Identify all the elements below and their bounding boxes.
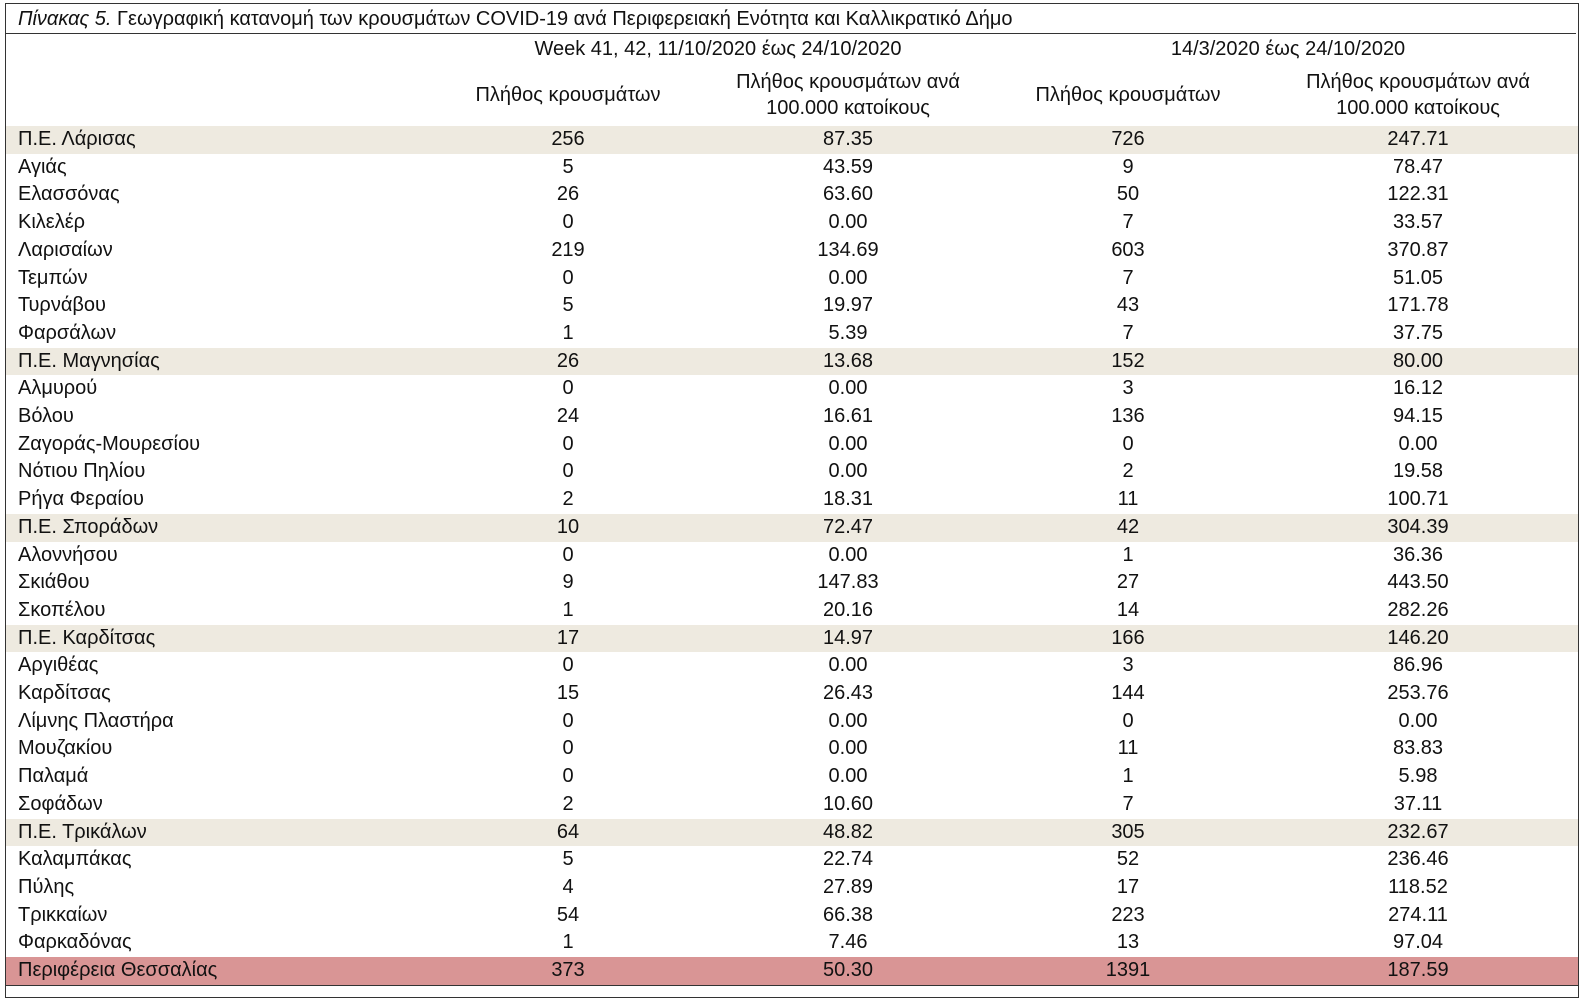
per100k-recent-cell: 134.69 [817,238,879,261]
cases-recent-cell: 54 [556,903,580,926]
area-name-cell: Αργιθέας [18,654,99,677]
per100k-recent-cell: 0.00 [828,709,868,732]
area-name-cell: Καλαμπάκας [18,848,132,871]
municipality-row [6,791,1578,819]
cases-recent-cell: 1 [562,598,574,621]
municipality-row [6,486,1578,514]
per100k-recent-cell: 0.00 [828,211,868,234]
municipality-row [6,569,1578,597]
area-name-cell: Σκιάθου [18,571,90,594]
municipality-row [6,431,1578,459]
area-name-cell: Λίμνης Πλαστήρα [18,709,174,732]
area-name-cell: Πύλης [18,875,75,898]
cases-cumulative-cell: 144 [1111,682,1145,705]
cases-recent-cell: 64 [438,819,698,847]
header-blank [6,35,438,63]
regional-unit-row [6,625,1578,653]
cases-cumulative-cell: 7 [1122,792,1134,815]
per100k-recent-cell: 5.39 [828,321,868,344]
cases-cumulative-cell: 42 [998,514,1258,542]
per100k-cumulative-cell: 443.50 [1387,571,1449,594]
cases-recent-cell: 15 [556,682,580,705]
regional-unit-row [6,514,1578,542]
area-name-cell: Περιφέρεια Θεσσαλίας [6,957,438,985]
area-name-cell: Ζαγοράς-Μουρεσίου [18,432,201,455]
per100k-cumulative-cell: 0.00 [1398,432,1438,455]
municipality-row [6,652,1578,680]
table-body [6,126,1578,985]
cases-recent-cell: 0 [562,654,574,677]
column-header-cases-recent: Πλήθος κρουσμάτων [475,83,661,106]
per100k-recent-cell: 10.60 [822,792,874,815]
per100k-recent-cell: 27.89 [822,875,874,898]
area-name-cell: Λαρισαίων [18,238,113,261]
cases-cumulative-cell: 603 [1111,238,1145,261]
per100k-cumulative-cell: 253.76 [1387,682,1449,705]
cases-recent-cell: 24 [556,405,580,428]
per100k-cumulative-cell: 122.31 [1387,183,1449,206]
cases-cumulative-cell: 1391 [998,957,1258,985]
cases-recent-cell: 10 [438,514,698,542]
per100k-recent-cell: 48.82 [698,819,998,847]
cases-cumulative-cell: 7 [1122,321,1134,344]
per100k-cumulative-cell: 171.78 [1387,294,1449,317]
area-name-cell: Τρικκαίων [18,903,108,926]
municipality-row [6,154,1578,182]
cases-cumulative-cell: 1 [1122,765,1134,788]
per100k-cumulative-cell: 0.00 [1398,709,1438,732]
per100k-recent-cell: 19.97 [822,294,874,317]
area-name-cell: Ελασσόνας [18,183,120,206]
per100k-recent-cell: 0.00 [828,737,868,760]
area-name-cell: Παλαμά [18,765,89,788]
regional-unit-row [6,348,1578,376]
per100k-recent-cell: 66.38 [822,903,874,926]
caption-text: Γεωγραφική κατανομή των κρουσμάτων COVID-19 ανά Περιφερειακή Ενότητα και Καλλικρατικό Δήμο [111,8,1013,30]
cases-cumulative-cell: 1 [1122,543,1134,566]
per100k-cumulative-cell: 146.20 [1258,625,1578,653]
cases-recent-cell: 0 [562,709,574,732]
per100k-cumulative-cell: 97.04 [1392,931,1444,954]
area-name-cell: Τεμπών [18,266,88,289]
per100k-recent-cell: 43.59 [822,155,874,178]
area-name-cell: Π.Ε. Σποράδων [6,514,438,542]
municipality-row [6,237,1578,265]
cases-cumulative-cell: 17 [1116,875,1140,898]
cases-recent-cell: 373 [438,957,698,985]
regional-unit-row [6,126,1578,154]
caption-label: Πίνακας 5. [18,8,112,30]
per100k-cumulative-cell: 78.47 [1392,155,1444,178]
per100k-cumulative-cell: 232.67 [1258,819,1578,847]
area-name-cell: Π.Ε. Τρικάλων [6,819,438,847]
per100k-recent-cell: 22.74 [822,848,874,871]
cases-recent-cell: 0 [562,765,574,788]
per100k-recent-cell: 0.00 [828,432,868,455]
cases-cumulative-cell: 14 [1116,598,1140,621]
area-name-cell: Τυρνάβου [18,294,106,317]
cases-cumulative-cell: 3 [1122,654,1134,677]
column-header-per100k-cumulative [1258,63,1578,126]
cases-cumulative-cell: 166 [998,625,1258,653]
per100k-cumulative-cell: 80.00 [1258,348,1578,376]
municipality-row [6,542,1578,570]
per100k-cumulative-cell: 37.75 [1392,321,1444,344]
municipality-row [6,929,1578,957]
cases-cumulative-cell: 11 [1117,737,1139,760]
per100k-recent-cell: 14.97 [698,625,998,653]
municipality-row [6,680,1578,708]
area-name-cell: Σκοπέλου [18,598,106,621]
municipality-row [6,403,1578,431]
per100k-recent-cell: 87.35 [698,126,998,154]
area-name-cell: Π.Ε. Μαγνησίας [6,348,438,376]
cases-cumulative-cell: 152 [998,348,1258,376]
region-total-row [6,957,1578,985]
cases-recent-cell: 4 [562,875,574,898]
cases-recent-cell: 5 [562,155,574,178]
per100k-cumulative-cell: 19.58 [1392,460,1444,483]
municipality-row [6,708,1578,736]
per100k-cumulative-cell: 247.71 [1258,126,1578,154]
cases-recent-cell: 1 [562,931,574,954]
per100k-recent-cell: 0.00 [828,765,868,788]
cases-recent-cell: 17 [438,625,698,653]
municipality-row [6,763,1578,791]
municipality-row [6,597,1578,625]
cases-cumulative-cell: 305 [998,819,1258,847]
per100k-recent-cell: 18.31 [822,488,874,511]
per100k-cumulative-cell: 304.39 [1258,514,1578,542]
area-name-cell: Βόλου [18,405,74,428]
cases-cumulative-cell: 9 [1122,155,1134,178]
per100k-cumulative-cell: 16.12 [1392,377,1444,400]
regional-unit-row [6,819,1578,847]
column-header-per100k-line1: Πλήθος κρουσμάτων ανά [736,70,960,93]
cases-cumulative-cell: 7 [1122,266,1134,289]
municipality-row [6,375,1578,403]
cases-cumulative-cell: 7 [1122,211,1134,234]
per100k-cumulative-cell: 236.46 [1387,848,1449,871]
per100k-recent-cell: 16.61 [822,405,874,428]
per100k-cumulative-cell: 36.36 [1392,543,1444,566]
municipality-row [6,735,1578,763]
area-name-cell: Καρδίτσας [18,682,111,705]
per100k-recent-cell: 72.47 [698,514,998,542]
cases-cumulative-cell: 50 [1116,183,1140,206]
per100k-cumulative-cell: 94.15 [1392,405,1444,428]
per100k-recent-cell: 0.00 [828,543,868,566]
cases-cumulative-cell: 13 [1116,931,1140,954]
column-header-cases-cumulative: Πλήθος κρουσμάτων [1035,83,1221,106]
cases-recent-cell: 2 [562,792,574,815]
period-header-cumulative: 14/3/2020 έως 24/10/2020 [1170,38,1406,60]
cases-recent-cell: 0 [562,543,574,566]
area-name-cell: Αγιάς [18,155,67,178]
column-header-per100k-recent [698,63,998,126]
cases-recent-cell: 0 [562,266,574,289]
cases-recent-cell: 1 [562,321,574,344]
per100k-cumulative-cell: 51.05 [1392,266,1444,289]
municipality-row [6,458,1578,486]
cases-recent-cell: 0 [562,432,574,455]
per100k-recent-cell: 26.43 [822,682,874,705]
cases-recent-cell: 5 [562,294,574,317]
per100k-recent-cell: 147.83 [817,571,879,594]
per100k-cumulative-cell: 83.83 [1392,737,1444,760]
cases-recent-cell: 26 [556,183,580,206]
municipality-row [6,181,1578,209]
cases-cumulative-cell: 0 [1122,709,1134,732]
cases-recent-cell: 256 [438,126,698,154]
cases-cumulative-cell: 3 [1122,377,1134,400]
area-name-cell: Αλοννήσου [18,543,118,566]
municipality-row [6,874,1578,902]
cases-recent-cell: 219 [551,238,585,261]
per100k-recent-cell: 13.68 [698,348,998,376]
cases-cumulative-cell: 43 [1116,294,1140,317]
per100k-recent-cell: 63.60 [822,183,874,206]
table-caption [6,4,1576,34]
column-header-per100k-line2: 100.000 κατοίκους [766,96,930,119]
cases-cumulative-cell: 11 [1117,488,1139,511]
cases-recent-cell: 0 [562,460,574,483]
area-name-cell: Αλμυρού [18,377,98,400]
area-name-cell: Φαρκαδόνας [18,931,132,954]
per100k-cumulative-cell: 5.98 [1398,765,1438,788]
per100k-recent-cell: 20.16 [822,598,874,621]
per100k-recent-cell: 7.46 [828,931,868,954]
per100k-recent-cell: 50.30 [698,957,998,985]
cases-recent-cell: 2 [562,488,574,511]
municipality-row [6,209,1578,237]
municipality-row [6,320,1578,348]
cases-cumulative-cell: 2 [1122,460,1134,483]
area-name-cell: Κιλελέρ [18,211,85,234]
per100k-cumulative-cell: 86.96 [1392,654,1444,677]
per100k-recent-cell: 0.00 [828,377,868,400]
municipality-row [6,846,1578,874]
cases-recent-cell: 0 [562,211,574,234]
cases-cumulative-cell: 27 [1116,571,1140,594]
per100k-cumulative-cell: 33.57 [1392,211,1444,234]
cases-recent-cell: 26 [438,348,698,376]
area-name-cell: Σοφάδων [18,792,103,815]
area-name-cell: Νότιου Πηλίου [18,460,146,483]
per100k-recent-cell: 0.00 [828,654,868,677]
cases-recent-cell: 9 [562,571,574,594]
area-name-cell: Ρήγα Φεραίου [18,488,144,511]
period-header-recent: Week 41, 42, 11/10/2020 έως 24/10/2020 [534,38,902,60]
per100k-cumulative-cell: 187.59 [1258,957,1578,985]
area-name-cell: Π.Ε. Καρδίτσας [6,625,438,653]
per100k-recent-cell: 0.00 [828,266,868,289]
per100k-cumulative-cell: 100.71 [1387,488,1449,511]
area-name-cell: Φαρσάλων [18,321,117,344]
per100k-cumulative-cell: 274.11 [1388,903,1448,926]
per100k-cumulative-cell: 118.52 [1388,875,1448,898]
area-name-cell: Μουζακίου [18,737,113,760]
per100k-cumulative-cell: 370.87 [1387,238,1449,261]
covid-cases-table [6,35,1578,986]
cases-recent-cell: 0 [562,377,574,400]
per100k-cumulative-cell: 37.11 [1393,792,1443,815]
cases-cumulative-cell: 136 [1111,405,1145,428]
per100k-recent-cell: 0.00 [828,460,868,483]
municipality-row [6,292,1578,320]
area-name-cell: Π.Ε. Λάρισας [6,126,438,154]
cases-recent-cell: 5 [562,848,574,871]
municipality-row [6,902,1578,930]
header-blank-2 [6,63,438,126]
cases-cumulative-cell: 726 [998,126,1258,154]
column-header-per100k-line1: Πλήθος κρουσμάτων ανά [1306,70,1530,93]
per100k-cumulative-cell: 282.26 [1387,598,1449,621]
column-header-per100k-line2: 100.000 κατοίκους [1336,96,1500,119]
cases-cumulative-cell: 223 [1111,903,1145,926]
municipality-row [6,265,1578,293]
cases-cumulative-cell: 0 [1122,432,1134,455]
cases-cumulative-cell: 52 [1116,848,1140,871]
cases-recent-cell: 0 [562,737,574,760]
